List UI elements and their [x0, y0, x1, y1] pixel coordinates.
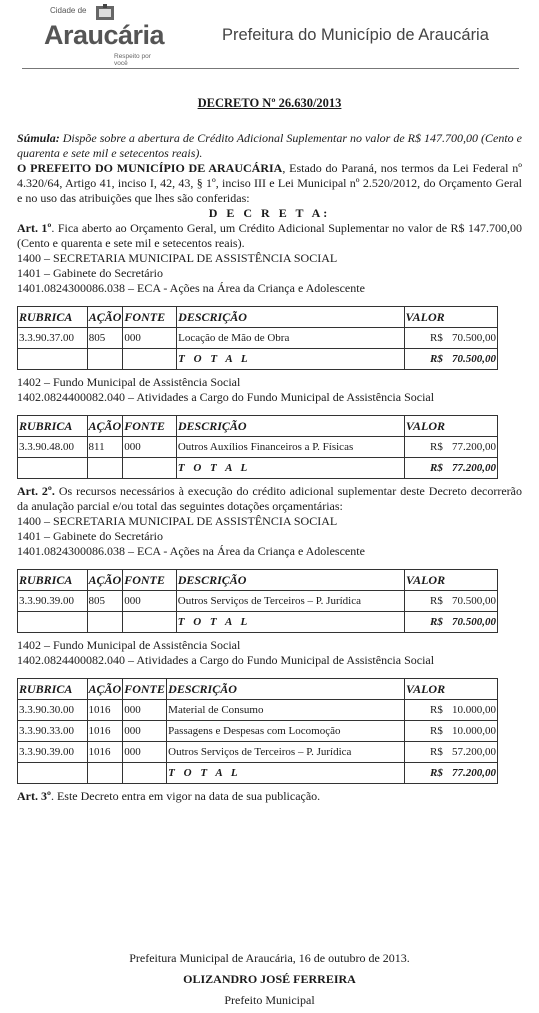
decree-body — [17, 96, 522, 804]
signatory-name: OLIZANDRO JOSÉ FERREIRA — [183, 972, 356, 986]
total-value — [404, 612, 497, 633]
cell-rubrica: 3.3.90.48.00 — [18, 437, 88, 458]
sumula-label: Súmula: — [17, 131, 60, 145]
total-value — [404, 349, 497, 370]
header-valor: VALOR — [404, 679, 497, 700]
article-3-text: . Este Decreto entra em vigor na data de sua publicação. — [50, 789, 321, 803]
budget-table-2 — [17, 415, 498, 479]
unit-atividades: 1402.0824400082.040 – Atividades a Cargo do Fundo Municipal de Assistência Social — [17, 390, 435, 404]
total-label: T O T A L — [176, 612, 404, 633]
currency-symbol: R$ — [430, 331, 443, 344]
place-date: Prefeitura Municipal de Araucária, 16 de outubro de 2013. — [129, 951, 410, 965]
currency-symbol: R$ — [430, 352, 443, 365]
header-descricao: DESCRIÇÃO — [176, 570, 404, 591]
cell-descricao: Material de Consumo — [167, 700, 405, 721]
total-amount: 77.200,00 — [452, 461, 496, 474]
article-2 — [17, 484, 522, 514]
logo-prefix: Cidade de — [50, 6, 87, 15]
total-amount: 70.500,00 — [452, 352, 496, 365]
header-acao: AÇÃO — [87, 307, 123, 328]
cell-acao: 1016 — [87, 700, 123, 721]
unit-atividades: 1402.0824400082.040 – Atividades a Cargo do Fundo Municipal de Assistência Social — [17, 653, 435, 667]
value-amount: 70.500,00 — [452, 594, 496, 607]
total-amount: 70.500,00 — [452, 615, 496, 628]
currency-symbol: R$ — [430, 440, 443, 453]
unit-gabinete: 1401 – Gabinete do Secretário — [17, 529, 163, 543]
total-label: T O T A L — [167, 763, 405, 784]
cell-valor — [404, 742, 497, 763]
table-row — [18, 721, 498, 742]
header-valor: VALOR — [404, 416, 497, 437]
cell-acao: 1016 — [87, 721, 123, 742]
cell-acao: 805 — [87, 328, 123, 349]
currency-symbol: R$ — [430, 594, 443, 607]
cell-valor — [404, 700, 497, 721]
article-2-text: Os recursos necessários à execução do crédito adicional suplementar deste Decreto decorrerão da anulação parcial e/ou total das seguintes dotações orçamentárias: — [17, 484, 523, 513]
table-header-row — [18, 307, 498, 328]
budget-table-4 — [17, 678, 498, 784]
unit-eca: 1401.0824300086.038 – ECA - Ações na Área da Criança e Adolescente — [17, 544, 365, 558]
value-amount: 10.000,00 — [452, 724, 496, 737]
cell-acao: 1016 — [87, 742, 123, 763]
cell-fonte: 000 — [123, 742, 167, 763]
cell-rubrica: 3.3.90.37.00 — [18, 328, 88, 349]
total-label: T O T A L — [177, 349, 404, 370]
article-1 — [17, 221, 522, 251]
cell-acao: 805 — [87, 591, 123, 612]
cell-valor — [404, 437, 497, 458]
cell-rubrica: 3.3.90.39.00 — [18, 742, 88, 763]
cell-descricao: Outros Serviços de Terceiros – P. Jurídica — [167, 742, 405, 763]
preamble-authority: O PREFEITO DO MUNICÍPIO DE ARAUCÁRIA — [17, 161, 283, 175]
cell-fonte: 000 — [123, 721, 167, 742]
cell-descricao: Passagens e Despesas com Locomoção — [167, 721, 405, 742]
signatory-role: Prefeito Municipal — [224, 993, 315, 1007]
table-row — [18, 328, 498, 349]
table-row — [18, 742, 498, 763]
cell-fonte: 000 — [123, 437, 177, 458]
currency-symbol: R$ — [430, 703, 443, 716]
article-3-label: Art. 3º — [17, 789, 51, 803]
cell-rubrica: 3.3.90.33.00 — [18, 721, 88, 742]
unit-gabinete: 1401 – Gabinete do Secretário — [17, 266, 163, 280]
budget-table-3 — [17, 569, 498, 633]
currency-symbol: R$ — [430, 745, 443, 758]
preamble-text: , Estado do Paraná, nos termos da Lei Federal nº 4.320/64, Artigo 41, inciso I, 42, 43, § 1º, inciso III e Lei Municipal nº 2.520/2012, do Orçamento Geral e no uso das atribuições que lhes são conferidas: — [17, 161, 522, 205]
sumula-text: Dispõe sobre a abertura de Crédito Adicional Suplementar no valor de R$ 147.700,00 (Cento e quarenta e sete mil e setecentos reais). — [17, 131, 522, 160]
total-amount: 77.200,00 — [452, 766, 496, 779]
article-1-label: Art. 1º — [17, 221, 52, 235]
article-3 — [17, 789, 522, 804]
currency-symbol: R$ — [430, 766, 443, 779]
header-rubrica: RUBRICA — [18, 307, 88, 328]
decree-title: DECRETO Nº 26.630/2013 — [197, 96, 342, 110]
header-rubrica: RUBRICA — [18, 570, 88, 591]
total-row — [18, 763, 498, 784]
header-valor: VALOR — [404, 570, 497, 591]
cell-descricao: Locação de Mão de Obra — [177, 328, 404, 349]
total-label: T O T A L — [176, 458, 404, 479]
header-descricao: DESCRIÇÃO — [177, 307, 404, 328]
cell-valor — [404, 721, 497, 742]
table-header-row — [18, 570, 498, 591]
table-header-row — [18, 416, 498, 437]
header-fonte: FONTE — [123, 570, 177, 591]
cell-fonte: 000 — [123, 700, 167, 721]
header-acao: AÇÃO — [87, 570, 123, 591]
header-acao: AÇÃO — [87, 679, 123, 700]
value-amount: 77.200,00 — [452, 440, 496, 453]
table-header-row — [18, 679, 498, 700]
header-divider — [22, 68, 519, 69]
unit-eca: 1401.0824300086.038 – ECA - Ações na Área da Criança e Adolescente — [17, 281, 365, 295]
preamble — [17, 161, 522, 206]
total-row — [18, 349, 498, 370]
cell-descricao: Outros Serviços de Terceiros – P. Jurídica — [176, 591, 404, 612]
logo-slogan: Respeito por você — [114, 53, 151, 67]
unit-fundo: 1402 – Fundo Municipal de Assistência Social — [17, 638, 241, 652]
city-logo — [22, 4, 165, 67]
header-rubrica: RUBRICA — [18, 416, 88, 437]
unit-fundo: 1402 – Fundo Municipal de Assistência Social — [17, 375, 241, 389]
cell-rubrica: 3.3.90.39.00 — [18, 591, 88, 612]
letterhead — [0, 0, 539, 80]
budget-table-1 — [17, 306, 498, 370]
total-value — [404, 763, 497, 784]
sumula — [17, 131, 522, 161]
header-fonte: FONTE — [123, 307, 177, 328]
total-row — [18, 458, 498, 479]
cell-valor — [404, 328, 497, 349]
header-title: Prefeitura do Município de Araucária — [222, 26, 489, 44]
table-row — [18, 700, 498, 721]
cell-descricao: Outros Auxílios Financeiros a P. Físicas — [176, 437, 404, 458]
signature-block — [17, 948, 522, 1011]
header-acao: AÇÃO — [87, 416, 123, 437]
cell-fonte: 000 — [123, 591, 177, 612]
total-row — [18, 612, 498, 633]
unit-secretaria: 1400 – SECRETARIA MUNICIPAL DE ASSISTÊNCIA SOCIAL — [17, 514, 338, 528]
unit-secretaria: 1400 – SECRETARIA MUNICIPAL DE ASSISTÊNCIA SOCIAL — [17, 251, 338, 265]
value-amount: 10.000,00 — [452, 703, 496, 716]
header-fonte: FONTE — [123, 679, 167, 700]
header-valor: VALOR — [404, 307, 497, 328]
header-descricao: DESCRIÇÃO — [176, 416, 404, 437]
logo-name: Araucária — [44, 20, 165, 50]
cell-rubrica: 3.3.90.30.00 — [18, 700, 88, 721]
table-row — [18, 591, 498, 612]
total-value — [404, 458, 497, 479]
cell-acao: 811 — [87, 437, 123, 458]
table-row — [18, 437, 498, 458]
header-descricao: DESCRIÇÃO — [167, 679, 405, 700]
currency-symbol: R$ — [430, 724, 443, 737]
value-amount: 57.200,00 — [452, 745, 496, 758]
currency-symbol: R$ — [430, 461, 443, 474]
header-fonte: FONTE — [123, 416, 177, 437]
decreta-heading: D E C R E T A: — [208, 206, 331, 220]
currency-symbol: R$ — [430, 615, 443, 628]
article-2-label: Art. 2º. — [17, 484, 55, 498]
article-1-text: . Fica aberto ao Orçamento Geral, um Crédito Adicional Suplementar no valor de R$ 147.700,00 (Cento e quarenta e sete mil e setecentos reais). — [17, 221, 522, 250]
header-rubrica: RUBRICA — [18, 679, 88, 700]
cell-valor — [404, 591, 497, 612]
cell-fonte: 000 — [123, 328, 177, 349]
value-amount: 70.500,00 — [452, 331, 496, 344]
